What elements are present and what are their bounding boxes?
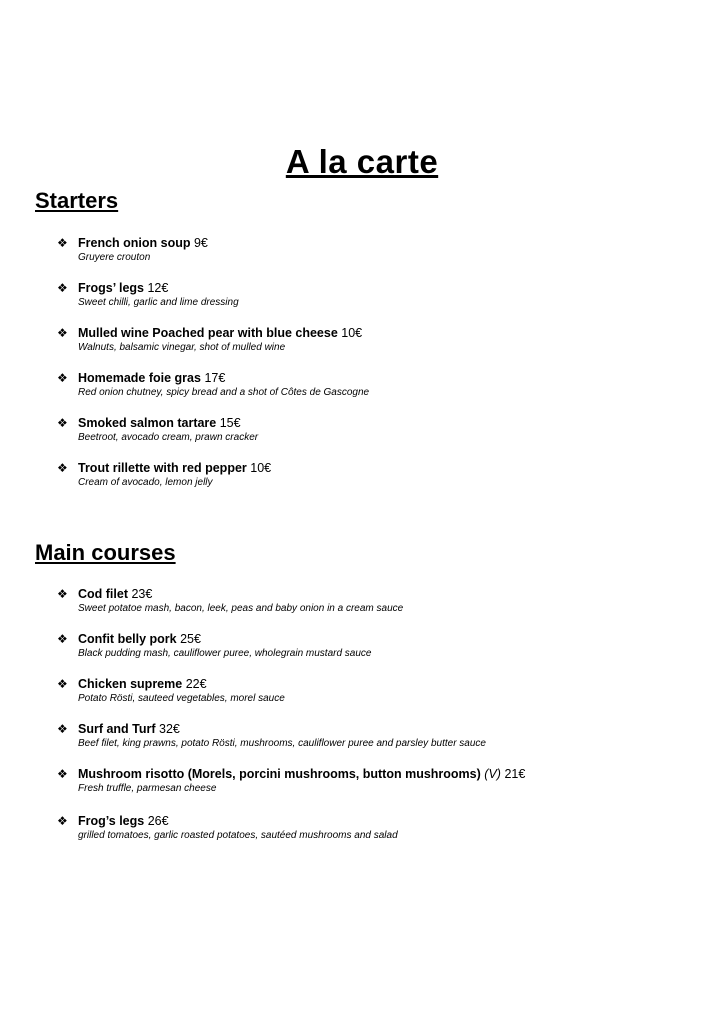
item-name: Cod filet — [78, 587, 128, 601]
menu-item — [57, 721, 525, 766]
item-description: Beetroot, avocado cream, prawn cracker — [78, 432, 259, 443]
diamond-bullet-icon: ❖ — [57, 371, 68, 385]
menu-item — [57, 235, 369, 280]
diamond-bullet-icon: ❖ — [57, 461, 68, 475]
item-name: Surf and Turf — [78, 722, 156, 736]
item-name: Confit belly pork — [78, 632, 177, 646]
item-description: Beef filet, king prawns, potato Rösti, mushrooms, cauliflower puree and parsley butter sauce — [78, 738, 486, 749]
item-name: Homemade foie gras — [78, 371, 201, 385]
item-name: Smoked salmon tartare — [78, 416, 217, 430]
item-price: 26€ — [147, 814, 169, 828]
item-price: 25€ — [180, 632, 201, 646]
menu-item — [57, 586, 525, 631]
menu-item — [57, 370, 369, 415]
menu-item — [57, 813, 525, 858]
item-description: Gruyere crouton — [78, 252, 151, 263]
menu-item — [57, 631, 525, 676]
item-description: grilled tomatoes, garlic roasted potatoes, sautéed mushrooms and salad — [78, 830, 398, 841]
diamond-bullet-icon: ❖ — [57, 632, 68, 646]
starters-heading: Starters — [35, 188, 119, 213]
item-price: 10€ — [250, 461, 272, 475]
item-price: 9€ — [193, 236, 208, 250]
item-name: French onion soup — [78, 236, 191, 250]
item-description: Cream of avocado, lemon jelly — [78, 477, 213, 488]
diamond-bullet-icon: ❖ — [57, 416, 68, 430]
item-price: 32€ — [159, 722, 180, 736]
menu-item — [57, 460, 369, 505]
item-name: Mushroom risotto (Morels, porcini mushrooms, button mushrooms) — [78, 767, 481, 781]
item-name: Frogs’ legs — [78, 281, 144, 295]
menu-item — [57, 325, 369, 370]
item-description: Fresh truffle, parmesan cheese — [78, 783, 217, 794]
diamond-bullet-icon: ❖ — [57, 677, 68, 691]
diamond-bullet-icon: ❖ — [57, 587, 68, 601]
vegetarian-tag: (V) — [484, 767, 501, 781]
item-price: 22€ — [185, 677, 207, 691]
menu-item — [57, 766, 525, 813]
diamond-bullet-icon: ❖ — [57, 722, 68, 736]
diamond-bullet-icon: ❖ — [57, 326, 68, 340]
diamond-bullet-icon: ❖ — [57, 281, 68, 295]
item-name: Chicken supreme — [78, 677, 183, 691]
diamond-bullet-icon: ❖ — [57, 236, 68, 250]
item-price: 21€ — [504, 767, 526, 781]
item-price: 17€ — [204, 371, 226, 385]
item-price: 15€ — [219, 416, 241, 430]
item-description: Potato Rösti, sauteed vegetables, morel sauce — [78, 693, 285, 704]
item-name: Mulled wine Poached pear with blue cheese — [78, 326, 338, 340]
main-courses-list — [57, 586, 525, 858]
item-description: Sweet chilli, garlic and lime dressing — [78, 297, 239, 308]
menu-item — [57, 415, 369, 460]
item-name: Trout rillette with red pepper — [78, 461, 247, 475]
starters-list — [57, 235, 369, 505]
item-price: 23€ — [131, 587, 153, 601]
diamond-bullet-icon: ❖ — [57, 814, 68, 828]
item-description: Sweet potatoe mash, bacon, leek, peas and baby onion in a cream sauce — [78, 603, 404, 614]
menu-item — [57, 280, 369, 325]
item-name: Frog’s legs — [78, 814, 145, 828]
item-description: Black pudding mash, cauliflower puree, wholegrain mustard sauce — [78, 648, 372, 659]
diamond-bullet-icon: ❖ — [57, 767, 68, 781]
page-title: A la carte — [285, 143, 439, 180]
item-description: Walnuts, balsamic vinegar, shot of mulled wine — [78, 342, 286, 353]
item-description: Red onion chutney, spicy bread and a shot of Côtes de Gascogne — [78, 387, 370, 398]
item-price: 10€ — [341, 326, 363, 340]
menu-item — [57, 676, 525, 721]
main-courses-heading: Main courses — [35, 540, 176, 565]
item-price: 12€ — [147, 281, 169, 295]
